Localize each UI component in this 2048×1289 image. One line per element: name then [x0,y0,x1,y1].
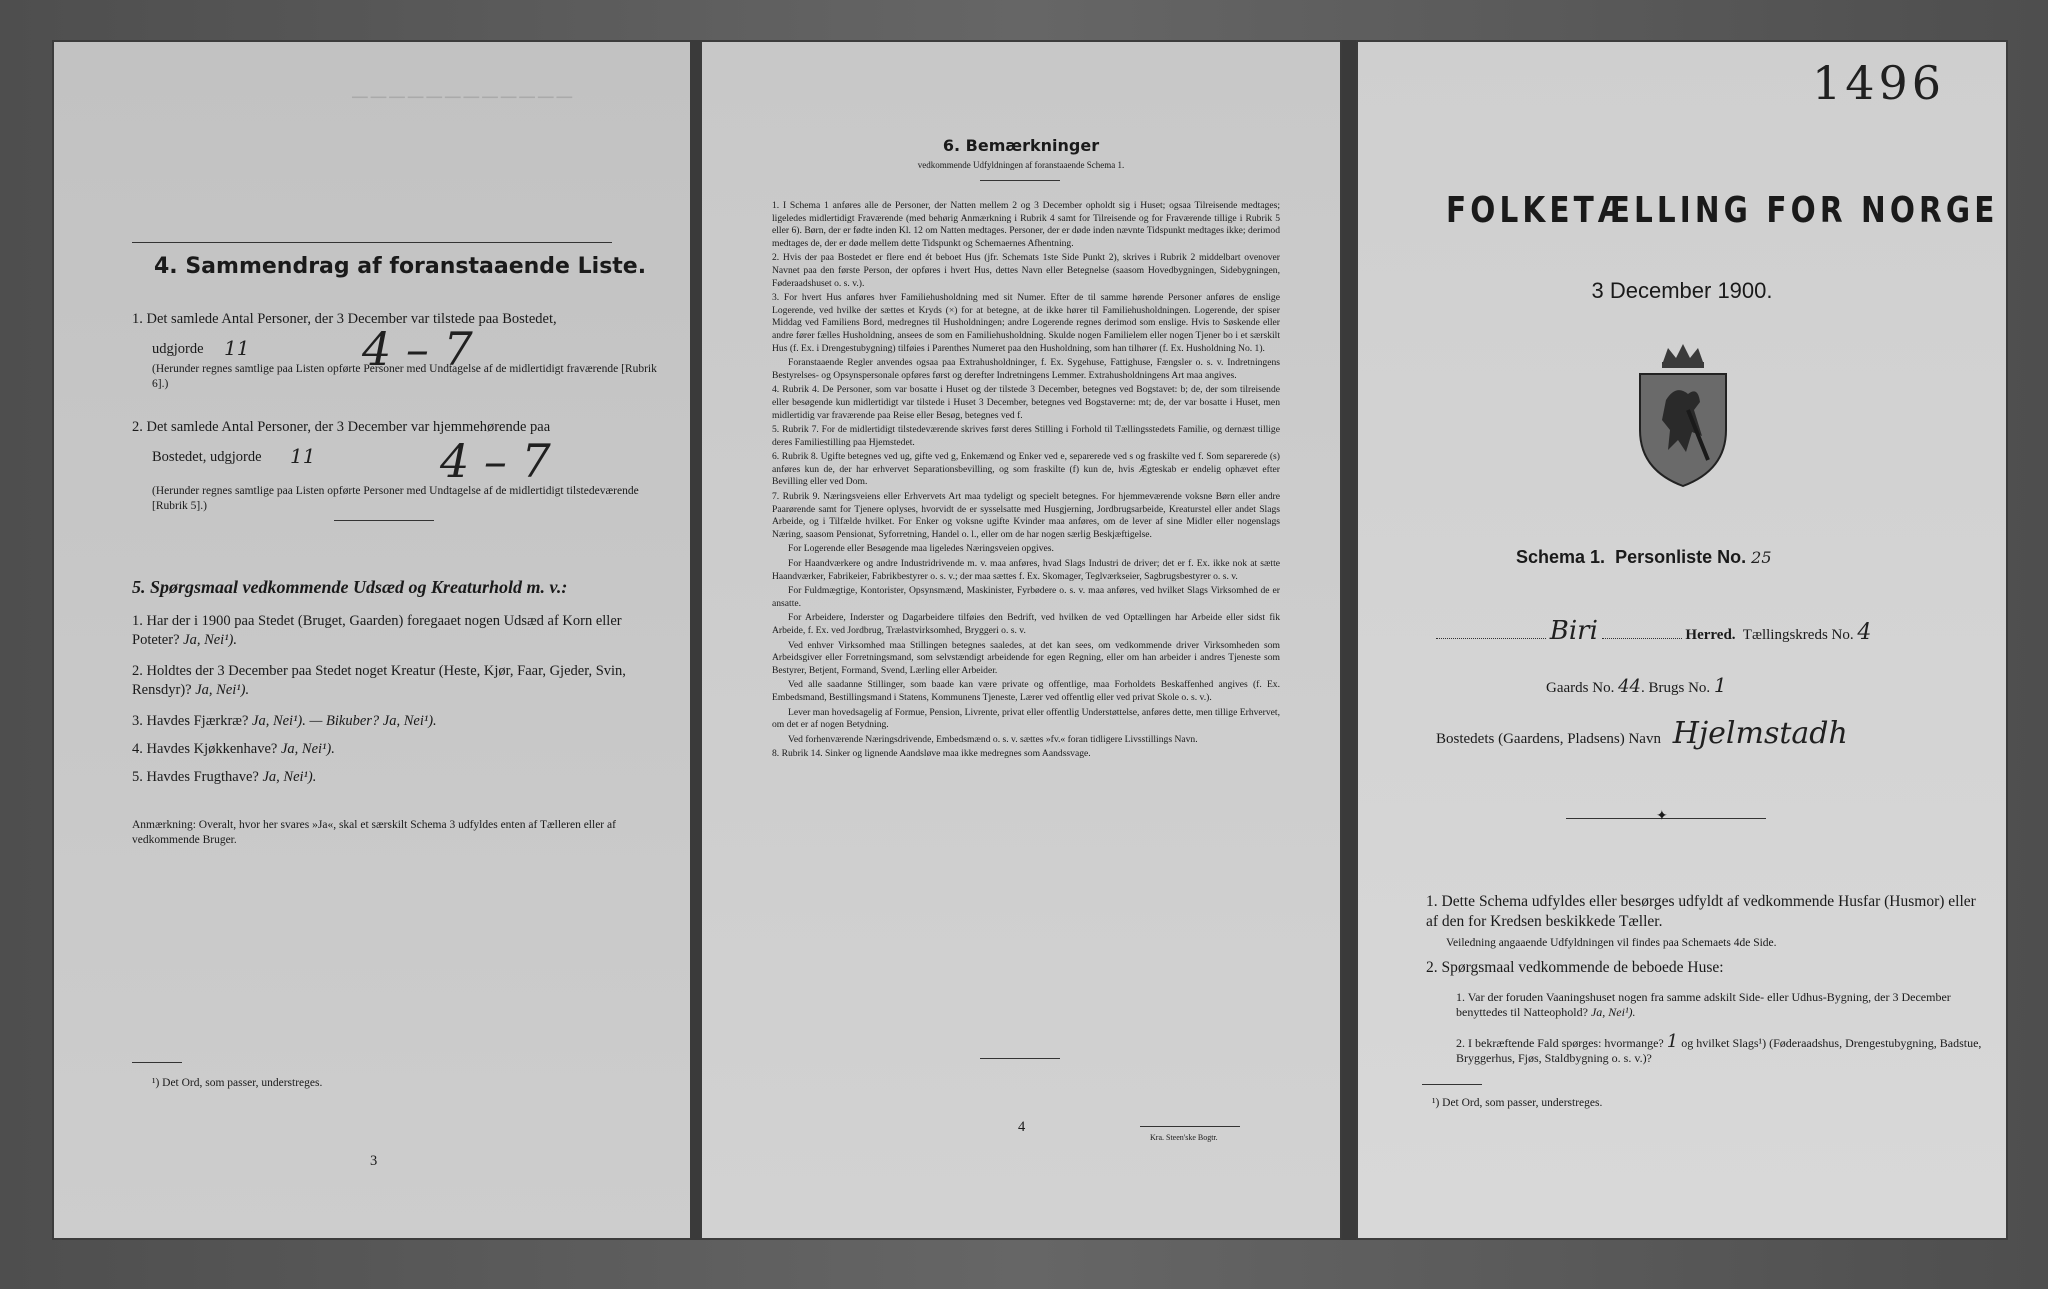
question-5: 5. Havdes Frugthave? Ja, Nei¹). [132,769,317,785]
gaards-line: Gaards No. 44. Brugs No. 1 [1546,673,1727,697]
question-4: 4. Havdes Kjøkkenhave? Ja, Nei¹). [132,741,335,757]
census-date: 3 December 1900. [1591,278,1773,303]
footnote-rule-right [1422,1084,1482,1085]
remark-paragraph: Foranstaaende Regler anvendes ogsaa paa Extrahusholdninger, f. Ex. Sygehuse, Fattighuse, Fængsler o. s. v. Indretningens Bestyrelses- og Opsynspersonale opføres først og derefter Indretningens Lemmer. Extrahusholdningens Art maa angives. [772,357,1280,381]
remark-paragraph: For Logerende eller Besøgende maa ligeledes Næringsveien opgives. [788,543,1054,555]
spine-left [690,40,700,1240]
instruction-2-q2: 2. I bekræftende Fald spørges: hvormange? 1 og hvilket Slags¹) (Føderaadshus, Drengestubygning, Badstue, Bryggerhus, Fjøs, Staldbygning o. s. v.)? [1456,1031,1982,1065]
remark-paragraph: 1. I Schema 1 anføres alle de Personer, der Natten mellem 2 og 3 December opholdt sig i Huset; ogsaa Tilreisende medtages; ligeledes midlertidigt Fraværende (med behørig Anmærkning i Rubrik 4 samt for Tilreisende og for Fraværende tillige i Rubrik 5 eller 6). Børn, der er fødte inden Kl. 12 om Natten medtages. Personer, der er døde inden nævnte Tidspunkt medtages ikke; derimod medtages de, der er døde mellem dette Tidspunkt og Schemaernes Afhentning. [772,200,1280,249]
remark-paragraph: Lever man hovedsagelig af Formue, Pension, Livrente, privat eller offentlig Understøttelse, anføres dette, men tillige Erhvervet, om det er af nogen Betydning. [772,706,1280,731]
section4-title: 4. Sammendrag af foranstaaende Liste. [154,254,647,279]
remark-paragraph: 8. Rubrik 14. Sinker og lignende Aandsløve maa ikke medregnes som Aandssvage. [772,748,1091,760]
footnote-right: ¹) Det Ord, som passer, understreges. [1432,1097,1603,1109]
remark-paragraph: 6. Rubrik 8. Ugifte betegnes ved ug, gifte ved g, Enkemænd og Enker ved e, separerede ved s og fraskilte ved f. Som separerede (s) anføres kun de, der har erhvervet Separationsbevilling, og som fraskilte (f) kun de, hvis Ægteskab er endelig ophævet efter Bevilling eller ved Dom. [772,451,1280,488]
anmerkning-note: Anmærkning: Overalt, hvor her svares »Ja«, skal et særskilt Schema 3 udfyldes enten af Tælleren eller af vedkommende Bruger. [132,819,616,846]
bleed-through-text: ──────────── [352,84,576,109]
herred-line: Biri Herred. Tællingskreds No. 4 [1436,622,1996,645]
remark-paragraph: 7. Rubrik 9. Næringsveiens eller Erhvervets Art maa tydeligt og specielt betegnes. For hjemmeværende voksne Børn eller andre Paarørende samt for Tjenere oplyses, hvorvidt de er sysselsatte med Husgjerning, Jordbrugsarbeide, Kreaturstel eller andet Slags Arbeide, og i Tilfælde hvilket. For Enker og voksne ugifte Kvinder maa anføres, om de lever af sine Midler eller nogenslags Næring, saasom Pensionat, Syforretning, Handel o. l., eller om de har nogen særlig Beskjæftigelse. [772,491,1280,540]
ornament-icon: ✦ [1656,809,1668,824]
question-3: 3. Havdes Fjærkræ? Ja, Nei¹). — Bikuber? Ja, Nei¹). [132,713,437,729]
item2-value: 4 – 7 [440,434,551,488]
remark-paragraph: Ved forhenværende Næringsdrivende, Embedsmænd o. s. v. sættes »fv.« foran tidligere Livsstillings Navn. [788,733,1198,745]
title-rule [980,180,1060,181]
remark-paragraph: Ved alle saadanne Stillinger, som baade kan være private og offentlige, maa Forholdets Beskaffenhed angives (f. Ex. Embedsmand, Bestillingsmand i Statens, Kommunens Tjeneste, Lærer ved offentlig eller ved privat Skole o. s. v.). [772,679,1280,703]
question-1: 1. Har der i 1900 paa Stedet (Bruget, Gaarden) foregaaet nogen Udsæd af Korn eller Poteter? Ja, Nei¹). [132,613,622,648]
page-number-stamp: 1496 [1812,56,1946,110]
census-title: FOLKETÆLLING FOR NORGE [1446,190,1999,231]
remark-paragraph: 2. Hvis der paa Bostedet er flere end ét beboet Hus (jfr. Schemats 1ste Side Punkt 2), skrives i Rubrik 2 middelbart ovenover Navnet paa den første Person, der opføres i hvert Hus, dettes Navn eller Betegnelse (saasom Hovedbygningen, Sidebygningen, Føderaadshuset o. s. v.). [772,252,1280,289]
bosted-line: Bostedets (Gaardens, Pladsens) Navn Hjelmstadh [1436,716,1848,751]
item1-note: (Herunder regnes samtlige paa Listen opførte Personer med Undtagelse af de midlertidigt fraværende [Rubrik 6].) [152,363,657,390]
section5-title: 5. Spørgsmaal vedkommende Udsæd og Kreaturhold m. v.: [132,577,568,597]
remark-paragraph: 5. Rubrik 7. For de midlertidigt tilstedeværende skrives først deres Stilling i Forhold til Tællingsstedets Familie, og dernæst tillige deres Familiestilling paa Hjemstedet. [772,424,1280,448]
item1-value: 4 – 7 [362,322,473,376]
instruction-1: 1. Dette Schema udfyldes eller besørges udfyldt af vedkommende Husfar (Husmor) eller af den for Kredsen beskikkede Tæller. [1426,893,1976,930]
remarks-title: 6. Bemærkninger [942,136,1100,155]
remark-paragraph: 4. Rubrik 4. De Personer, som var bosatte i Huset og der tilstede 3 December, betegnes ved Bogstavet: b; de, der som tilreisende eller besøgende kun midlertidigt var tilstede i Huset 3 December, betegnes ved Bogstaverne: mt; de, der var bosatte i Huset, men midlertidig var fraværende paa Reise eller Besøg, betegnes ved f. [772,384,1280,421]
item1-hand-letter: 11 [224,336,250,360]
instruction-2: 2. Spørgsmaal vedkommende de beboede Huse: [1426,959,1724,976]
printer-rule [1140,1126,1240,1127]
item2-note: (Herunder regnes samtlige paa Listen opførte Personer med Undtagelse af de midlertidigt tilstedeværende [Rubrik 5].) [152,485,639,512]
remarks-subtitle: vedkommende Udfyldningen af foranstaaende Schema 1. [917,160,1125,170]
item2-bostedet: Bostedet, udgjorde [152,449,262,465]
footnote: ¹) Det Ord, som passer, understreges. [152,1077,323,1089]
item1-udgjorde: udgjorde [152,341,204,357]
printer-mark: Kra. Steen'ske Bogtr. [1150,1133,1218,1142]
remark-paragraph: 3. For hvert Hus anføres hver Familiehusholdning med sit Numer. Efter de til samme hørende Personer anføres de enslige Logerende, ved hvilke der sættes et Kryds (×) for at betegne, at de ikke hører til Familiehusholdningen. Logerende, der spiser Middag ved Familiens Bord, medregnes til Husholdningen; andre Logerende regnes derimod som enslige. Hvis to Søskende eller andre fører fælles Husholdning, ansees de som en Familiehusholdning. Skulde nogen Familielem eller nogen Tjener bo i et særskilt Hus (f. Ex. i Drengestubygning) tilføies i Parenthes Numeret paa den Husholdning, som han tilhører (f. Ex. Husholdning No. 1). [772,292,1280,354]
right-page [1356,40,2008,1240]
item2-text: 2. Det samlede Antal Personer, der 3 December var hjemmehørende paa [132,419,551,435]
instruction-1-note: Veiledning angaaende Udfyldningen vil findes paa Schemaets 4de Side. [1446,937,1777,949]
divider [132,242,612,243]
left-page [52,40,692,1240]
remark-paragraph: For Haandværkere og andre Industridrivende m. v. maa anføres, hvad Slags Industri de driver; det er f. Ex. ikke nok at sætte Haandværker, Fabrikeier, Fabrikbestyrer o. s. v.; der maa sættes f. Ex. Skomager, Teglværkseier, Sagbrugsbestyrer o. s. v. [772,558,1280,582]
instruction-2-q1: 1. Var der foruden Vaaningshuset nogen fra samme adskilt Side- eller Udhus-Bygning, der 3 December benyttedes til Natteophold? Ja, Nei¹). [1456,990,1951,1019]
remark-paragraph: For Fuldmægtige, Kontorister, Opsynsmænd, Maskinister, Fyrbødere o. s. v. maa anføres, ved hvilket Slags Virksomhed de er ansatte. [772,585,1280,609]
middle-page [700,40,1342,1240]
remark-paragraph: For Arbeidere, Inderster og Dagarbeidere tilføies den Bedrift, ved hvilken de ved Optællingen har Arbeide eller sidst fik Arbeide, f. Ex. ved Jordbrug, Trælastvirksomhed, Bryggeri o. s. v. [772,612,1280,636]
item1-text: 1. Det samlede Antal Personer, der 3 December var tilstede paa Bostedet, [132,311,557,327]
page-number-3: 3 [370,1153,378,1169]
page-number-4: 4 [1018,1119,1026,1135]
item2-hand-letter: 11 [290,444,316,468]
spine-right [1342,40,1356,1240]
norwegian-lion-coat-of-arms-icon [1628,340,1738,490]
schema-line: Schema 1. Personliste No. 25 [1516,547,1772,567]
short-rule [334,520,434,521]
bottom-rule [980,1058,1060,1059]
remark-paragraph: Ved enhver Virksomhed maa Stillingen betegnes saaledes, at det kan sees, om vedkommende driver Virksomheden som Arbeidsgiver eller Forretningsmand, som selvstændigt arbeidende for egen Regning, eller om han arbeider i andres Tjeneste som Bestyrer, Betjent, Formand, Svend, Lærling eller Arbeider. [772,639,1280,676]
question-2: 2. Holdtes der 3 December paa Stedet noget Kreatur (Heste, Kjør, Faar, Gjeder, Svin, Rensdyr)? Ja, Nei¹). [132,663,626,698]
remarks-list [772,200,1280,763]
footnote-rule [132,1062,182,1063]
